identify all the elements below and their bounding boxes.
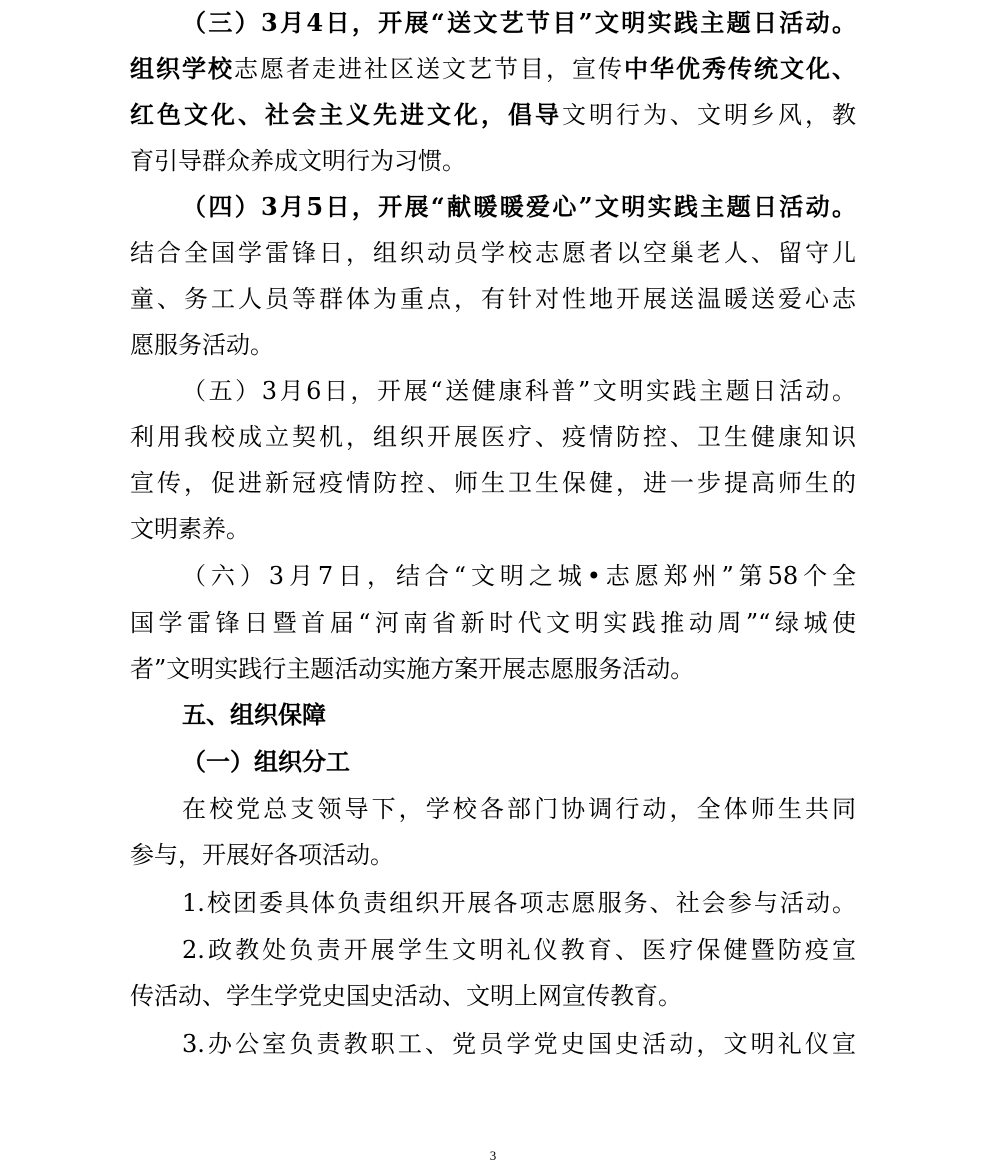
text-line: 传活动、学生学党史国史活动、文明上网宣传教育。 xyxy=(130,982,682,1010)
subsection-heading: （一）组织分工 xyxy=(182,747,350,776)
text-line: 文明素养。 xyxy=(130,515,250,543)
list-item: 3.办公室负责教职工、党员学党史国史活动，文明礼仪宣 xyxy=(182,1030,856,1058)
text-line: 国学雷锋日暨首届“河南省新时代文明实践推动周”“绿城使 xyxy=(130,609,856,637)
page-number: 3 xyxy=(489,1148,497,1163)
text-line: 参与，开展好各项活动。 xyxy=(130,841,394,869)
text-span: 文明行为、文明乡风，教 xyxy=(562,101,856,129)
highlight-text: 组织学校 xyxy=(130,55,234,83)
text-line: 童、务工人员等群体为重点，有针对性地开展送温暖送爱心志 xyxy=(130,285,856,313)
section-heading: 五、组织保障 xyxy=(182,701,326,729)
text-line: 在校党总支领导下，学校各部门协调行动，全体师生共同 xyxy=(182,795,856,823)
text-line: 愿服务活动。 xyxy=(130,331,274,359)
text-line: 利用我校成立契机，组织开展医疗、疫情防控、卫生健康知识 xyxy=(130,423,856,451)
heading-item-3: （三）3月4日，开展“送文艺节目”文明实践主题日活动。 xyxy=(182,8,856,37)
text-line xyxy=(130,92,856,138)
heading-item-6: （六）3月7日，结合“文明之城•志愿郑州”第58个全 xyxy=(182,562,856,590)
heading-item-5: （五）3月6日，开展“送健康科普”文明实践主题日活动。 xyxy=(182,377,856,405)
text-line: 者”文明实践行主题活动实施方案开展志愿服务活动。 xyxy=(130,655,695,683)
highlight-text: 红色文化、社会主义先进文化，倡导 xyxy=(130,101,562,129)
text-line: 结合全国学雷锋日，组织动员学校志愿者以空巢老人、留守儿 xyxy=(130,239,856,267)
heading-item-4: （四）3月5日，开展“献暖暖爱心”文明实践主题日活动。 xyxy=(182,192,856,221)
text-line: 宣传，促进新冠疫情防控、师生卫生保健，进一步提高师生的 xyxy=(130,469,856,497)
highlight-text: 中华优秀传统文化、 xyxy=(624,55,856,83)
list-item: 2.政教处负责开展学生文明礼仪教育、医疗保健暨防疫宣 xyxy=(182,936,856,964)
text-span: 志愿者走进社区送文艺节目，宣传 xyxy=(234,55,624,83)
text-line xyxy=(130,46,856,92)
list-item: 1.校团委具体负责组织开展各项志愿服务、社会参与活动。 xyxy=(182,889,856,917)
text-line: 育引导群众养成文明行为习惯。 xyxy=(130,147,466,175)
